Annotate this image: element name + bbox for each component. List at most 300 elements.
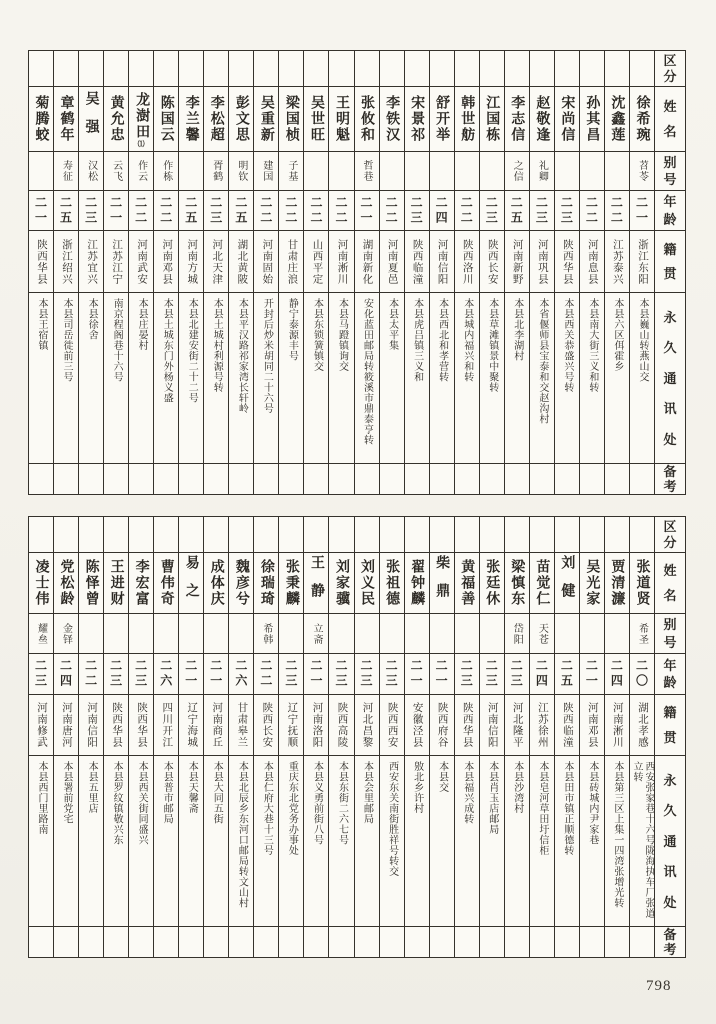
cell-age: 二五: [555, 654, 579, 694]
cell-hao: [380, 614, 404, 653]
cell-qufen: [580, 51, 604, 86]
cell-qufen: [104, 517, 128, 552]
cell-name: 赵敬逢: [530, 87, 554, 151]
cell-origin: 陕西临潼: [555, 695, 579, 755]
cell-address: 西安东关南街胜祥号转交: [380, 756, 404, 926]
cell-name: 李志信: [505, 87, 529, 151]
cell-hao: 耀亝: [29, 614, 53, 653]
cell-origin: 湖南新化: [355, 231, 379, 292]
cell-name: 吴光家: [580, 553, 604, 613]
cell-address: 本县交: [430, 756, 454, 926]
cell-note: [530, 927, 554, 957]
cell-name: 张廷休: [480, 553, 504, 613]
cell-age: 二二: [79, 654, 103, 694]
cell-note: [29, 927, 53, 957]
cell-age: 二二: [329, 191, 353, 230]
cell-age: 二二: [129, 191, 153, 230]
cell-note: [329, 927, 353, 957]
cell-hao: [480, 152, 504, 190]
cell-age: 二三: [79, 191, 103, 230]
cell-hao: [405, 614, 429, 653]
cell-name: 凌士伟: [29, 553, 53, 613]
cell-origin: 甘肃皋兰: [229, 695, 253, 755]
cell-name: 党松龄: [54, 553, 78, 613]
page-number: 798: [646, 978, 672, 994]
cell-hao: 云飞: [104, 152, 128, 190]
cell-qufen: [29, 51, 53, 86]
cell-hao: [555, 614, 579, 653]
cell-hao: [104, 614, 128, 653]
cell-note: [405, 464, 429, 494]
cell-note: [605, 464, 629, 494]
cell-note: [204, 927, 228, 957]
cell-hao: 希韩: [254, 614, 278, 653]
cell-qufen: [229, 517, 253, 552]
cell-note: [605, 927, 629, 957]
cell-hao: [229, 614, 253, 653]
cell-note: [154, 464, 178, 494]
cell-note: [129, 927, 153, 957]
cell-origin: 河南修武: [29, 695, 53, 755]
cell-hao: [179, 152, 203, 190]
cell-address: 本县东锁簧镇交: [304, 293, 328, 463]
cell-address: 本县天馨斋: [179, 756, 203, 926]
cell-note: [355, 927, 379, 957]
cell-address: 本县皂河草田圩信柜: [530, 756, 554, 926]
cell-origin: 河南邓县: [580, 695, 604, 755]
cell-name: 李兰馨: [179, 87, 203, 151]
cell-qufen: [204, 51, 228, 86]
cell-hao: [430, 614, 454, 653]
header-cell-qufen: 区 分: [655, 51, 685, 86]
cell-qufen: [380, 517, 404, 552]
cell-qufen: [79, 517, 103, 552]
cell-age: 二〇: [630, 654, 654, 694]
cell-note: [530, 464, 554, 494]
cell-qufen: [605, 51, 629, 86]
cell-hao: 立斋: [304, 614, 328, 653]
cell-note: [279, 927, 303, 957]
header-cell-address: 永 久 通 讯 处: [655, 756, 685, 926]
cell-qufen: [329, 517, 353, 552]
cell-hao: 子基: [279, 152, 303, 190]
cell-qufen: [380, 51, 404, 86]
cell-note: [430, 927, 454, 957]
cell-age: 二五: [505, 191, 529, 230]
cell-origin: 陕西西安: [380, 695, 404, 755]
cell-name: 贾清濂: [605, 553, 629, 613]
cell-note: [505, 464, 529, 494]
cell-age: 二三: [329, 654, 353, 694]
cell-age: 二一: [104, 191, 128, 230]
cell-qufen: [304, 51, 328, 86]
cell-origin: 安徽泾县: [405, 695, 429, 755]
cell-origin: 甘肃庄浪: [279, 231, 303, 292]
cell-hao: [430, 152, 454, 190]
cell-hao: [79, 614, 103, 653]
cell-address: 本县草滩镇景中聚转: [480, 293, 504, 463]
cell-name: 陈怿曾: [79, 553, 103, 613]
cell-qufen: [54, 517, 78, 552]
cell-qufen: [254, 51, 278, 86]
cell-address: 本县虎吕镇三义和: [405, 293, 429, 463]
cell-hao: [29, 152, 53, 190]
cell-name: 彭文思: [229, 87, 253, 151]
cell-age: 二二: [279, 191, 303, 230]
cell-hao: 礼卿: [530, 152, 554, 190]
cell-note: [580, 464, 604, 494]
cell-name: 苗觉仁: [530, 553, 554, 613]
cell-name: 菊腾蛟: [29, 87, 53, 151]
cell-name: 魏彦兮: [229, 553, 253, 613]
cell-hao: [204, 614, 228, 653]
cell-note: [54, 464, 78, 494]
cell-origin: 河南淅川: [329, 231, 353, 292]
cell-qufen: [480, 51, 504, 86]
cell-age: 二二: [154, 191, 178, 230]
cell-hao: [480, 614, 504, 653]
cell-origin: 陕西华县: [455, 695, 479, 755]
cell-origin: 四川开江: [154, 695, 178, 755]
cell-age: 二一: [580, 654, 604, 694]
cell-qufen: [254, 517, 278, 552]
cell-note: [480, 927, 504, 957]
cell-hao: 胥鹤: [204, 152, 228, 190]
cell-note: [630, 927, 654, 957]
cell-address: 本县平汉路祁家湾长轩岭: [229, 293, 253, 463]
cell-name: 韩世舫: [455, 87, 479, 151]
cell-name: 吴世旺: [304, 87, 328, 151]
cell-note: [380, 927, 404, 957]
cell-address: 本县西关街同盛兴: [129, 756, 153, 926]
cell-origin: 河南唐河: [54, 695, 78, 755]
cell-note: [154, 927, 178, 957]
cell-name: 王进财: [104, 553, 128, 613]
cell-age: 二三: [355, 654, 379, 694]
cell-address: 本县王宿镇: [29, 293, 53, 463]
cell-origin: 河南洛阳: [304, 695, 328, 755]
cell-address: 本县土城村利源号转: [204, 293, 228, 463]
cell-hao: 寿征: [54, 152, 78, 190]
cell-address: 本县太平集: [380, 293, 404, 463]
cell-name: 吴强: [79, 87, 103, 151]
cell-origin: 河南信阳: [480, 695, 504, 755]
cell-name: 张道贤: [630, 553, 654, 613]
cell-address: 安化蓝田邮局转筱溪市鼎泰亨转: [355, 293, 379, 463]
cell-origin: 陕西高陵: [329, 695, 353, 755]
cell-age: 二一: [355, 191, 379, 230]
cell-hao: 作云: [129, 152, 153, 190]
cell-age: 二三: [104, 654, 128, 694]
cell-note: [505, 927, 529, 957]
cell-age: 二二: [254, 654, 278, 694]
header-cell-note: 备 考: [655, 927, 685, 957]
header-cell-qufen: 区 分: [655, 517, 685, 552]
cell-note: [104, 464, 128, 494]
cell-qufen: [29, 517, 53, 552]
cell-origin: 河南巩县: [530, 231, 554, 292]
cell-qufen: [530, 51, 554, 86]
cell-origin: 河南信阳: [79, 695, 103, 755]
cell-name: 成体庆: [204, 553, 228, 613]
cell-address: 本县肖玉店邮局: [480, 756, 504, 926]
cell-name: 黄福善: [455, 553, 479, 613]
cell-address: 本县第三区上集一四湾张增光转: [605, 756, 629, 926]
cell-age: 二四: [54, 654, 78, 694]
roster-table-bottom: [28, 516, 686, 958]
cell-hao: [304, 152, 328, 190]
cell-age: 二一: [430, 654, 454, 694]
cell-origin: 河南新野: [505, 231, 529, 292]
cell-age: 二三: [530, 191, 554, 230]
cell-note: [630, 464, 654, 494]
cell-qufen: [355, 51, 379, 86]
cell-hao: 天苍: [530, 614, 554, 653]
cell-age: 二一: [405, 654, 429, 694]
cell-qufen: [430, 51, 454, 86]
cell-address: 本县普市邮局: [154, 756, 178, 926]
cell-address: 重庆东北党务办事处: [279, 756, 303, 926]
cell-qufen: [505, 517, 529, 552]
cell-age: 二三: [480, 654, 504, 694]
cell-name: 徐瑞琦: [254, 553, 278, 613]
cell-qufen: [104, 51, 128, 86]
cell-note: [455, 927, 479, 957]
cell-note: [329, 464, 353, 494]
cell-note: [430, 464, 454, 494]
cell-name: 李铁汉: [380, 87, 404, 151]
header-cell-age: 年 龄: [655, 191, 685, 230]
cell-qufen: [229, 51, 253, 86]
cell-name: 梁慎东: [505, 553, 529, 613]
cell-origin: 河北隆平: [505, 695, 529, 755]
cell-origin: 浙江东阳: [630, 231, 654, 292]
cell-address: 开封后炒米胡同二十六号: [254, 293, 278, 463]
cell-qufen: [605, 517, 629, 552]
name-annotation: ⑴: [137, 139, 146, 147]
cell-age: 二一: [29, 191, 53, 230]
cell-note: [129, 464, 153, 494]
cell-hao: [405, 152, 429, 190]
cell-age: 二三: [29, 654, 53, 694]
cell-origin: 山西平定: [304, 231, 328, 292]
cell-address: 本县马蹬镇询交: [329, 293, 353, 463]
cell-note: [480, 464, 504, 494]
cell-address: 本县五里店: [79, 756, 103, 926]
cell-origin: 陕西华县: [129, 695, 153, 755]
cell-qufen: [79, 51, 103, 86]
cell-origin: 河南息县: [580, 231, 604, 292]
cell-qufen: [630, 517, 654, 552]
cell-qufen: [329, 51, 353, 86]
cell-name: 江国栋: [480, 87, 504, 151]
cell-address: 本县田市镇正顺德转: [555, 756, 579, 926]
cell-address: 本县东街二六七号: [329, 756, 353, 926]
cell-hao: [329, 614, 353, 653]
cell-origin: 湖北黄陂: [229, 231, 253, 292]
cell-address: 本县砖城内尹家巷: [580, 756, 604, 926]
cell-age: 二六: [154, 654, 178, 694]
cell-qufen: [455, 517, 479, 552]
cell-origin: 辽宁海城: [179, 695, 203, 755]
cell-hao: [580, 152, 604, 190]
cell-qufen: [480, 517, 504, 552]
cell-hao: [455, 152, 479, 190]
cell-address: 本县巍山转燕山交: [630, 293, 654, 463]
cell-age: 二五: [179, 191, 203, 230]
cell-address: 本县福兴成转: [455, 756, 479, 926]
header-cell-hao: 别 号: [655, 152, 685, 190]
cell-name: 吴重新: [254, 87, 278, 151]
cell-origin: 河南邓县: [154, 231, 178, 292]
cell-hao: [455, 614, 479, 653]
cell-address: 本县西门里路南: [29, 756, 53, 926]
cell-hao: [355, 614, 379, 653]
cell-note: [29, 464, 53, 494]
cell-age: 二三: [505, 654, 529, 694]
header-cell-origin: 籍 贯: [655, 231, 685, 292]
cell-origin: 河南商丘: [204, 695, 228, 755]
cell-name: 刘健: [555, 553, 579, 613]
cell-name: 章鹤年: [54, 87, 78, 151]
cell-name: 刘义民: [355, 553, 379, 613]
cell-address: 本省偃师县宝泰和交赵沟村: [530, 293, 554, 463]
roster-table-top: [28, 50, 686, 495]
header-cell-name: 姓 名: [655, 553, 685, 613]
cell-note: [279, 464, 303, 494]
cell-origin: 江苏徐州: [530, 695, 554, 755]
cell-address: 本县北辰乡东河口邮局转文山村: [229, 756, 253, 926]
cell-hao: [179, 614, 203, 653]
cell-hao: 作栋: [154, 152, 178, 190]
cell-name: 沈鑫莲: [605, 87, 629, 151]
cell-name: 张秉麟: [279, 553, 303, 613]
cell-hao: [329, 152, 353, 190]
cell-address: 本县北李湖村: [505, 293, 529, 463]
header-cell-origin: 籍 贯: [655, 695, 685, 755]
cell-qufen: [54, 51, 78, 86]
cell-origin: 河南淅川: [605, 695, 629, 755]
cell-age: 二二: [605, 191, 629, 230]
cell-origin: 江苏江宁: [104, 231, 128, 292]
cell-age: 二三: [480, 191, 504, 230]
cell-age: 二二: [380, 191, 404, 230]
cell-origin: 河南方城: [179, 231, 203, 292]
cell-name: 陈国云: [154, 87, 178, 151]
cell-origin: 辽宁抚顺: [279, 695, 303, 755]
cell-qufen: [129, 51, 153, 86]
cell-note: [355, 464, 379, 494]
cell-hao: [605, 152, 629, 190]
cell-qufen: [405, 517, 429, 552]
cell-address: 本县土城东门外杨义盛: [154, 293, 178, 463]
cell-note: [254, 927, 278, 957]
cell-name: 张攸和: [355, 87, 379, 151]
header-cell-note: 备 考: [655, 464, 685, 494]
cell-qufen: [304, 517, 328, 552]
cell-name: 李松超: [204, 87, 228, 151]
cell-hao: [154, 614, 178, 653]
cell-address: 本县义勇前街八号: [304, 756, 328, 926]
cell-age: 二三: [405, 191, 429, 230]
cell-name: 李宏富: [129, 553, 153, 613]
header-cell-hao: 别 号: [655, 614, 685, 653]
cell-address: 本县仁府大巷十三号: [254, 756, 278, 926]
cell-qufen: [355, 517, 379, 552]
cell-address: 本县西北和孝营转: [430, 293, 454, 463]
cell-qufen: [580, 517, 604, 552]
cell-age: 二二: [254, 191, 278, 230]
cell-qufen: [405, 51, 429, 86]
cell-note: [229, 464, 253, 494]
cell-note: [204, 464, 228, 494]
cell-hao: 岱阳: [505, 614, 529, 653]
cell-note: [104, 927, 128, 957]
cell-address: 本县署前党宅: [54, 756, 78, 926]
cell-address: 本县南大街三义和转: [580, 293, 604, 463]
cell-name: 刘家骥: [329, 553, 353, 613]
cell-origin: 湖北孝感: [630, 695, 654, 755]
cell-origin: 河南武安: [129, 231, 153, 292]
cell-name: 梁国桢: [279, 87, 303, 151]
cell-address: 本县徐舍: [79, 293, 103, 463]
cell-address: 南京程阁巷十六号: [104, 293, 128, 463]
header-cell-name: 姓 名: [655, 87, 685, 151]
cell-origin: 陕西长安: [480, 231, 504, 292]
cell-name: 宋尚信: [555, 87, 579, 151]
header-cell-age: 年 龄: [655, 654, 685, 694]
cell-note: [179, 464, 203, 494]
cell-address: 本县会里邮局: [355, 756, 379, 926]
cell-hao: 苕苓: [630, 152, 654, 190]
cell-name: 翟钟麟: [405, 553, 429, 613]
cell-age: 二四: [430, 191, 454, 230]
cell-qufen: [204, 517, 228, 552]
cell-name: 易之: [179, 553, 203, 613]
cell-hao: [580, 614, 604, 653]
cell-address: 本县大同五街: [204, 756, 228, 926]
cell-qufen: [630, 51, 654, 86]
cell-hao: [555, 152, 579, 190]
cell-address: 敫北乡许村: [405, 756, 429, 926]
cell-name: 柴鼎: [430, 553, 454, 613]
cell-address: 本县西关恭盛兴号转: [555, 293, 579, 463]
cell-qufen: [455, 51, 479, 86]
cell-address: 本县沙湾村: [505, 756, 529, 926]
cell-name: 黄允忠: [104, 87, 128, 151]
cell-qufen: [279, 517, 303, 552]
cell-qufen: [179, 517, 203, 552]
cell-age: 二四: [605, 654, 629, 694]
cell-hao: 明钦: [229, 152, 253, 190]
cell-age: 二六: [229, 654, 253, 694]
cell-address: 本县罗纹镇敬兴东: [104, 756, 128, 926]
cell-name: 宋景祁: [405, 87, 429, 151]
cell-hao: [129, 614, 153, 653]
cell-address: 西安张家巷十六号陇海执车厂张道立转: [630, 756, 654, 926]
cell-qufen: [505, 51, 529, 86]
cell-age: 二二: [455, 191, 479, 230]
cell-origin: 陕西府谷: [430, 695, 454, 755]
cell-age: 二二: [304, 191, 328, 230]
cell-address: 静宁泰源丰号: [279, 293, 303, 463]
cell-age: 二一: [630, 191, 654, 230]
cell-qufen: [555, 517, 579, 552]
cell-origin: 浙江绍兴: [54, 231, 78, 292]
cell-hao: 哲巷: [355, 152, 379, 190]
cell-note: [555, 464, 579, 494]
cell-note: [179, 927, 203, 957]
